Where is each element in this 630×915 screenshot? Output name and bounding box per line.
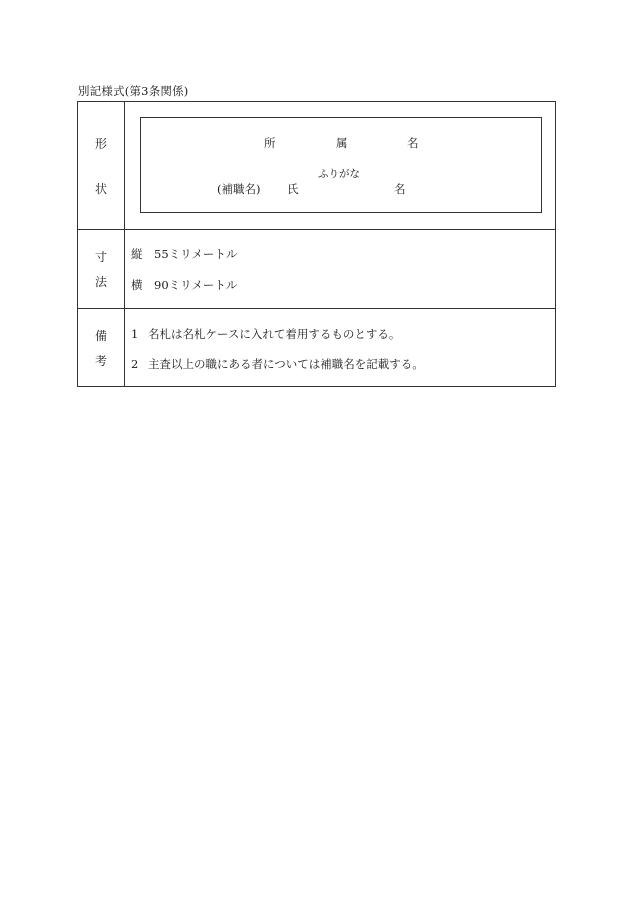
name-tag-form-table [77, 101, 556, 387]
size-label-cell [78, 230, 125, 308]
shape-label-char-2: 状 [94, 182, 107, 196]
shape-label-cell [78, 102, 125, 229]
title-note: (補職名) [217, 182, 261, 196]
size-height-line: 縦 55ミリメートル [131, 247, 238, 261]
shape-row [78, 102, 555, 230]
furigana-label: ふりがな [318, 168, 360, 180]
page-heading: 別記様式(第3条関係) [78, 84, 189, 98]
note-text-2: 主査以上の職にある者については補職名を記載する。 [148, 357, 424, 371]
size-width-line: 横 90ミリメートル [131, 278, 238, 292]
size-label-char-2: 法 [94, 275, 107, 289]
name-char-1: 氏 [287, 182, 299, 196]
notes-label-char-2: 考 [94, 354, 107, 368]
size-row [78, 230, 555, 309]
notes-label-char-1: 備 [94, 329, 107, 343]
affiliation-char-2: 属 [336, 136, 348, 150]
note-number-2: 2 [131, 357, 139, 371]
name-tag-sample-frame [140, 117, 542, 213]
shape-label-char-1: 形 [94, 137, 107, 151]
note-number-1: 1 [131, 327, 139, 341]
affiliation-char-1: 所 [264, 136, 276, 150]
note-text-1: 名札は名札ケースに入れて着用するものとする。 [148, 327, 401, 341]
name-char-2: 名 [394, 182, 406, 196]
notes-label-cell [78, 309, 125, 386]
notes-row [78, 309, 555, 386]
affiliation-char-3: 名 [407, 136, 419, 150]
size-label-char-1: 寸 [94, 250, 107, 264]
